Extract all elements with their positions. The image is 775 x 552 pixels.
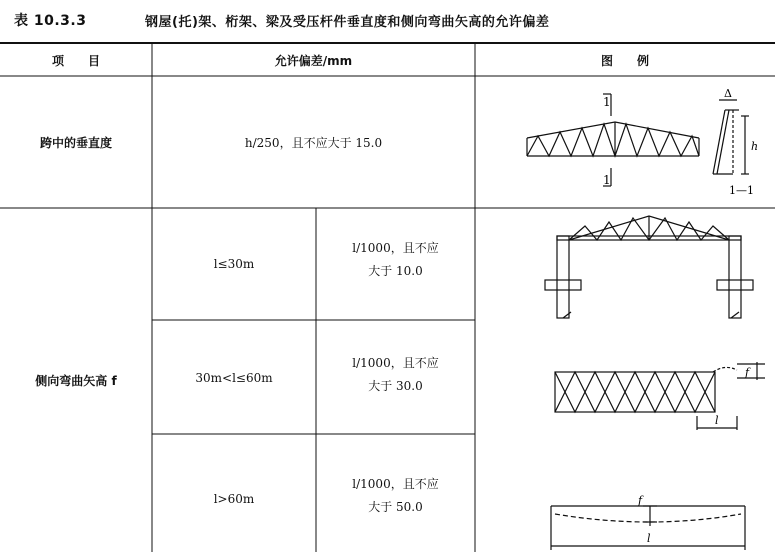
tolerance-line: l/1000，且不应: [352, 241, 439, 255]
tolerance-line: 大于 30.0: [368, 379, 423, 393]
tolerance-cell: [316, 352, 475, 398]
section-mark-top: 1: [603, 95, 611, 109]
table-number: 表 10.3.3: [14, 13, 87, 29]
section-label: 1—1: [729, 184, 754, 197]
table-title: 钢屋(托)架、桁架、梁及受压杆件垂直度和侧向弯曲矢高的允许偏差: [145, 15, 550, 30]
beam-f-label: f: [638, 494, 643, 507]
length-l-label: l: [715, 414, 719, 427]
row-verticality-tolerance: h/250，且不应大于 15.0: [244, 136, 383, 150]
row-verticality-item: 跨中的垂直度: [39, 136, 112, 150]
figure-portal-frame: [475, 208, 775, 320]
delta-label: Δ: [724, 87, 732, 100]
header-tolerance: 允许偏差/mm: [274, 54, 353, 68]
row-lateral-bend-item: 侧向弯曲矢高 f: [35, 374, 117, 388]
figure-lateral-truss: [475, 320, 775, 434]
header-item: 项 目: [51, 54, 100, 68]
tolerance-cell: [316, 473, 475, 519]
beam-l-label: l: [647, 532, 651, 545]
tolerance-line: l/1000，且不应: [352, 477, 439, 491]
section-mark-bottom: 1: [603, 173, 611, 187]
condition-cell: l>60m: [213, 492, 255, 506]
tolerance-line: l/1000，且不应: [352, 356, 439, 370]
condition-cell: 30m<l≤60m: [195, 371, 273, 385]
tolerance-cell: [316, 237, 475, 283]
figure-beam-bend: [475, 434, 775, 552]
bend-f-label: f: [745, 366, 750, 379]
tolerance-line: 大于 50.0: [368, 500, 423, 514]
tolerance-line: 大于 10.0: [368, 264, 423, 278]
condition-cell: l≤30m: [213, 257, 255, 271]
header-figure: 图 例: [600, 54, 649, 68]
figure-truss-verticality: [475, 76, 775, 208]
height-label: h: [751, 140, 759, 153]
